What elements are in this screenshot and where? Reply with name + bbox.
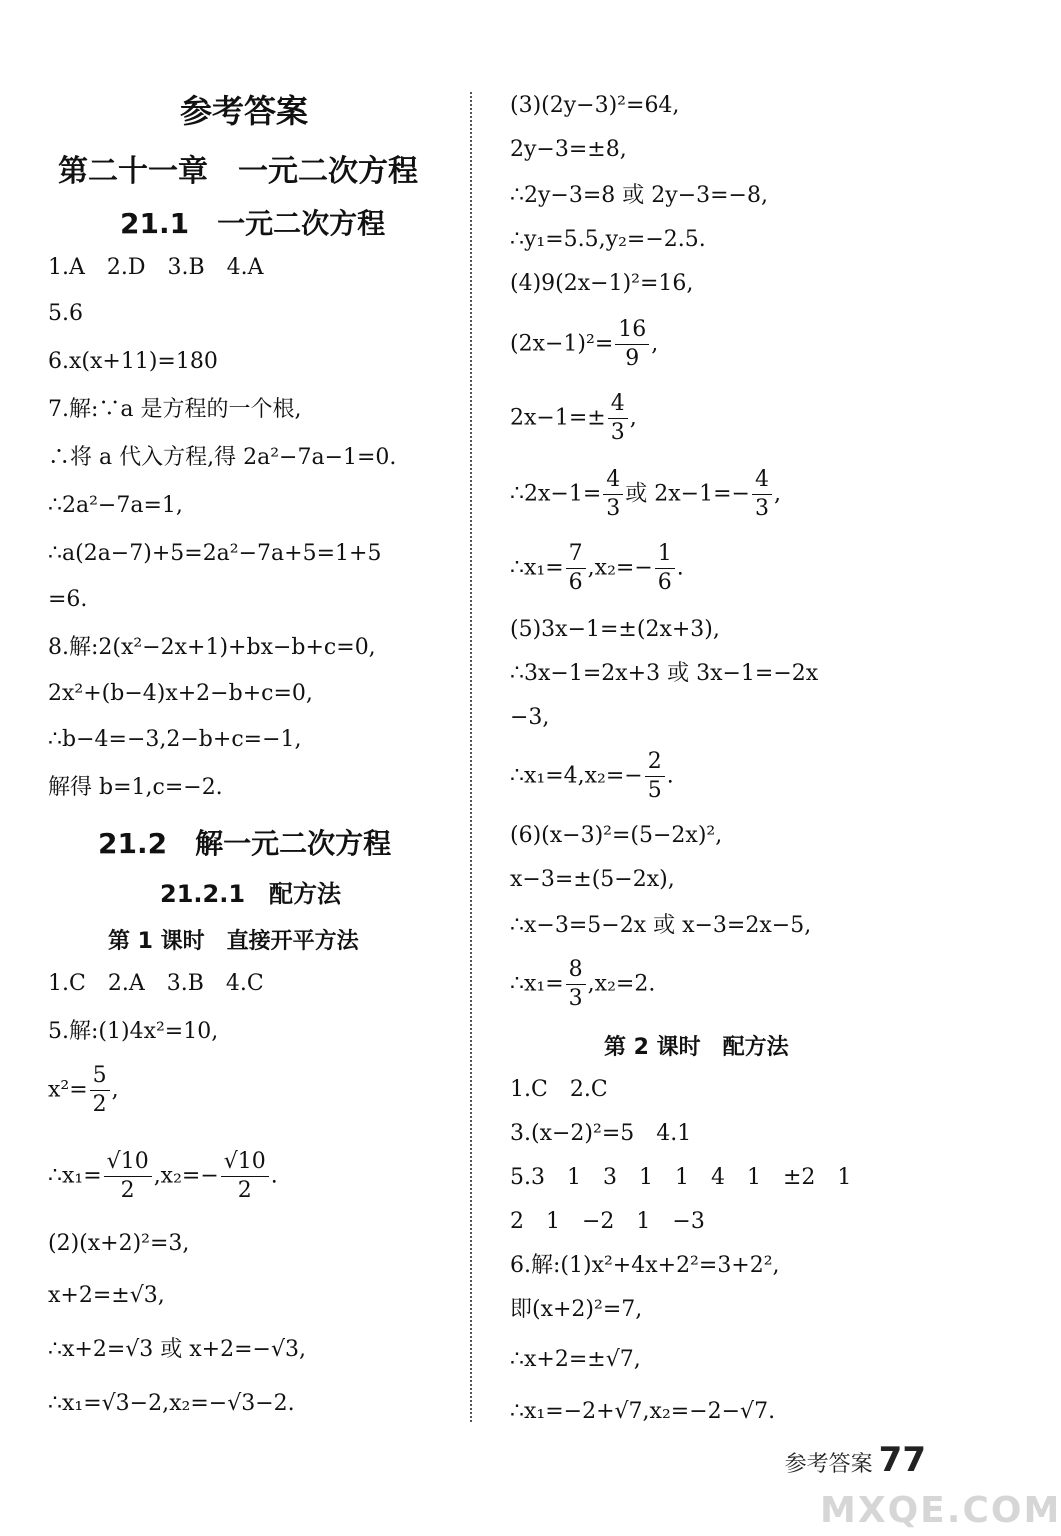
expr-text: . <box>676 555 684 581</box>
answer-line: ∴a(2a−7)+5=2a²−7a+5=1+5 <box>48 541 382 566</box>
subsection-heading: 21.2.1 配方法 <box>160 880 342 908</box>
numerator: 5 <box>90 1062 110 1091</box>
denominator: 3 <box>606 496 621 521</box>
column-divider <box>470 92 472 1422</box>
answer-line: x+2=±√3, <box>48 1283 165 1308</box>
expr-text: . <box>270 1163 278 1189</box>
fraction <box>566 956 586 1013</box>
denominator: 9 <box>625 346 640 371</box>
denominator: 3 <box>754 496 769 521</box>
answer-line: ∴x+2=√3 或 x+2=−√3, <box>48 1337 306 1362</box>
answer-line: =6. <box>48 587 88 612</box>
answer-line: 解得 b=1,c=−2. <box>48 775 223 800</box>
answer-line: 2x²+(b−4)x+2−b+c=0, <box>48 681 313 706</box>
expr-text: , <box>629 405 637 431</box>
answer-line: 2 1 −2 1 −3 <box>510 1209 705 1234</box>
expr-text: . <box>666 763 674 789</box>
expr-text: 或 2x−1=− <box>625 481 750 507</box>
chapter-heading: 第二十一章 一元二次方程 <box>58 154 418 189</box>
fraction-line <box>510 390 637 447</box>
numerator: 7 <box>566 540 586 569</box>
answer-line: 7.解:∵a 是方程的一个根, <box>48 397 302 422</box>
numerator: 16 <box>615 316 649 345</box>
denominator: 6 <box>568 570 583 595</box>
watermark: MXQE.COM <box>820 1490 1061 1531</box>
fraction <box>566 540 586 597</box>
denominator: 3 <box>610 420 625 445</box>
page-footer <box>785 1440 926 1480</box>
answer-line: ∴2a²−7a=1, <box>48 493 183 518</box>
answer-line: ∴将 a 代入方程,得 2a²−7a−1=0. <box>48 445 397 470</box>
denominator: 2 <box>120 1178 135 1203</box>
fraction <box>615 316 649 373</box>
answer-line: ∴x₁=−2+√7,x₂=−2−√7. <box>510 1399 776 1424</box>
expr-text: 2x−1=± <box>510 405 606 431</box>
denominator: 2 <box>237 1178 252 1203</box>
fraction <box>752 466 772 523</box>
expr-text: (2x−1)²= <box>510 331 614 357</box>
expr-text: x²= <box>48 1077 88 1103</box>
expr-text: , <box>111 1077 119 1103</box>
lesson-heading-1: 第 1 课时 直接开平方法 <box>108 929 359 954</box>
section-heading-21-2: 21.2 解一元二次方程 <box>98 827 392 860</box>
fraction <box>608 390 628 447</box>
answer-line: 即(x+2)²=7, <box>510 1297 643 1322</box>
expr-text: ∴x₁= <box>510 971 564 997</box>
fraction-line <box>510 316 658 373</box>
answer-line: (4)9(2x−1)²=16, <box>510 271 694 296</box>
numerator: 2 <box>645 748 665 777</box>
expr-text: ∴2x−1= <box>510 481 602 507</box>
answer-line: ∴x+2=±√7, <box>510 1347 641 1372</box>
numerator: √10 <box>104 1148 152 1177</box>
answer-line: (3)(2y−3)²=64, <box>510 93 680 118</box>
fraction-line <box>48 1148 278 1205</box>
fraction <box>104 1148 152 1205</box>
fraction-line <box>48 1062 119 1119</box>
answer-line: 1.C 2.A 3.B 4.C <box>48 971 264 996</box>
fraction-line <box>510 466 781 523</box>
answer-line: ∴3x−1=2x+3 或 3x−1=−2x <box>510 661 819 686</box>
answer-line: −3, <box>510 705 550 730</box>
answer-line: ∴2y−3=8 或 2y−3=−8, <box>510 183 768 208</box>
denominator: 6 <box>657 570 672 595</box>
answer-line: 1.C 2.C <box>510 1077 608 1102</box>
expr-text: ,x₂=− <box>153 1163 219 1189</box>
answer-line: ∴x₁=√3−2,x₂=−√3−2. <box>48 1391 295 1416</box>
answer-line: 5.解:(1)4x²=10, <box>48 1019 219 1044</box>
footer-label: 参考答案 <box>784 1452 873 1477</box>
page-number: 77 <box>878 1440 926 1480</box>
answer-line: ∴x−3=5−2x 或 x−3=2x−5, <box>510 913 812 938</box>
numerator: 4 <box>608 390 628 419</box>
page-title: 参考答案 <box>180 92 309 130</box>
fraction <box>603 466 623 523</box>
answer-line: 2y−3=±8, <box>510 137 627 162</box>
section-heading-21-1: 21.1 一元二次方程 <box>120 207 386 240</box>
answer-line: ∴b−4=−3,2−b+c=−1, <box>48 727 302 752</box>
numerator: √10 <box>221 1148 269 1177</box>
answer-line: x−3=±(5−2x), <box>510 867 675 892</box>
numerator: 4 <box>752 466 772 495</box>
answer-line: 3.(x−2)²=5 4.1 <box>510 1121 692 1146</box>
lesson-heading-2: 第 2 课时 配方法 <box>604 1035 789 1060</box>
answer-line: ∴y₁=5.5,y₂=−2.5. <box>510 227 706 252</box>
expr-text: , <box>651 331 659 357</box>
fraction-line <box>510 956 655 1013</box>
answer-line: (6)(x−3)²=(5−2x)², <box>510 823 723 848</box>
expr-text: ,x₂=− <box>587 555 653 581</box>
numerator: 4 <box>603 466 623 495</box>
answer-line: 6.x(x+11)=180 <box>48 349 218 374</box>
expr-text: , <box>773 481 781 507</box>
expr-text: ∴x₁=4,x₂=− <box>510 763 643 789</box>
fraction <box>655 540 675 597</box>
fraction <box>645 748 665 805</box>
fraction-line <box>510 540 684 597</box>
answer-line: (2)(x+2)²=3, <box>48 1231 190 1256</box>
numerator: 8 <box>566 956 586 985</box>
answer-line: 6.解:(1)x²+4x+2²=3+2², <box>510 1253 780 1278</box>
expr-text: ,x₂=2. <box>587 971 656 997</box>
fraction-line <box>510 748 674 805</box>
answer-line: (5)3x−1=±(2x+3), <box>510 617 720 642</box>
expr-text: ∴x₁= <box>48 1163 102 1189</box>
answer-line: 8.解:2(x²−2x+1)+bx−b+c=0, <box>48 635 376 660</box>
denominator: 3 <box>568 986 583 1011</box>
answer-line: 5.6 <box>48 301 83 326</box>
denominator: 2 <box>92 1092 107 1117</box>
answer-line: 5.3 1 3 1 1 4 1 ±2 1 <box>510 1165 852 1190</box>
fraction <box>221 1148 269 1205</box>
denominator: 5 <box>647 778 662 803</box>
answer-line: 1.A 2.D 3.B 4.A <box>48 255 264 280</box>
expr-text: ∴x₁= <box>510 555 564 581</box>
numerator: 1 <box>655 540 675 569</box>
fraction <box>90 1062 110 1119</box>
